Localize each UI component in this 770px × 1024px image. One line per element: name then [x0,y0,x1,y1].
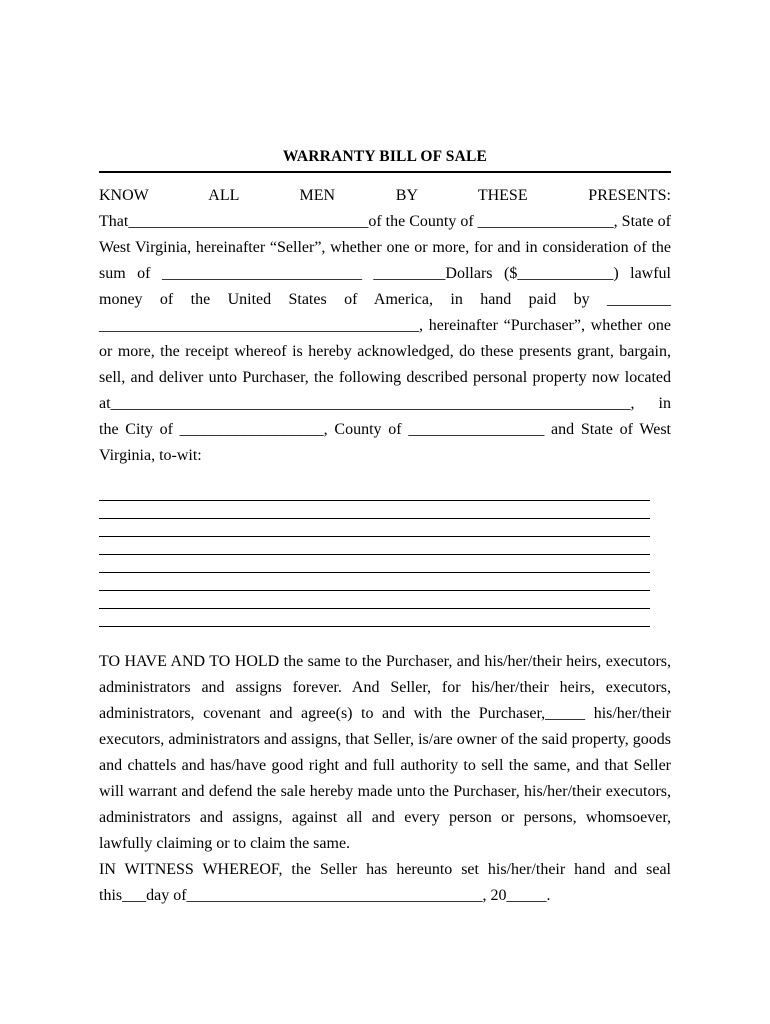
blank-line [99,483,650,501]
blank-line [99,573,650,591]
blank-line [99,501,650,519]
blank-line [99,591,650,609]
paragraph-habendum-clause: TO HAVE AND TO HOLD the same to the Purchaser, and his/her/their heirs, executors, administrators and assigns forever. And Seller, for his/her/their heirs, executors, administrators, covenant and agree(s) to and with the Purchaser,_____ his/her/their executors, administrators and assigns, that Seller, is/are owner of the said property, goods and chattels and has/have good right and full authority to sell the same, and that Seller will warrant and defend the sale hereby made unto the Purchaser, his/her/their executors, administrators and assigns, against all and every person or persons, whomsoever, lawfully claiming or to claim the same. [99,653,671,852]
document-title: WARRANTY BILL OF SALE [282,148,488,165]
document-header [99,148,671,173]
blank-line [99,537,650,555]
blank-line [99,519,650,537]
document-content [99,148,671,909]
paragraph-witness-clause: IN WITNESS WHEREOF, the Seller has hereunto set his/her/their hand and seal this___day of_____________________________________, 20_____. [99,861,671,904]
paragraph-presents-clause: KNOW ALL MEN BY THESE PRESENTS: That______________________________of the County of _________________, State of West Virginia, hereinafter “Seller”, whether one or more, for and in consideration of the sum of _________________________ _________Dollars ($____________) lawful money of the United States of America, in hand paid by ________ ________________________________________, hereinafter “Purchaser”, whether one or more, the receipt whereof is hereby acknowledged, do these presents grant, bargain, sell, and deliver unto Purchaser, the following described personal property now located at_________________________________________________________________, in the City of __________________, County of _________________ and State of West Virginia, to-wit: [99,187,671,464]
property-description-blank-lines [99,483,671,627]
blank-line [99,555,650,573]
blank-line [99,609,650,627]
